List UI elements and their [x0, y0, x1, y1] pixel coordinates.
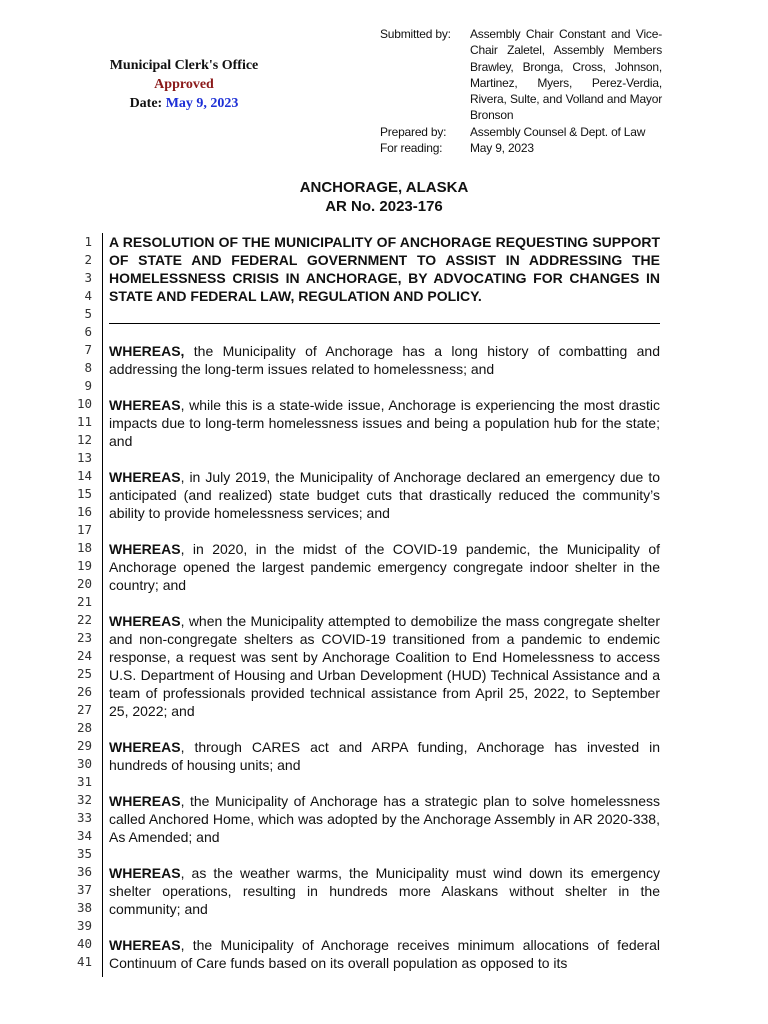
line-number: 21 [76, 594, 92, 609]
approval-date [104, 94, 264, 113]
line-number: 1 [84, 234, 92, 249]
whereas-text: , when the Municipality attempted to demobilize the mass congregate shelter and non-congregate shelters as COVID-19 transitioned from a pandemic to endemic response, a request was sent by Anchorage Coalition to End Homelessness to access U.S. Department of Housing and Urban Development (HUD) Technical Assistance and a team of professionals provided technical assistance from April 25, 2022, to September 25, 2022; and [109, 613, 660, 719]
whereas-clauses [109, 342, 660, 972]
line-number: 29 [76, 738, 92, 753]
line-number: 3 [84, 270, 92, 285]
line-number: 7 [84, 342, 92, 357]
line-number: 37 [76, 882, 92, 897]
whereas-keyword: WHEREAS [109, 937, 181, 953]
whereas-clause [109, 612, 660, 720]
line-number: 17 [76, 522, 92, 537]
submission-info [380, 26, 662, 156]
whereas-keyword: WHEREAS [109, 793, 181, 809]
whereas-keyword: WHEREAS [109, 613, 181, 629]
whereas-text: , as the weather warms, the Municipality must wind down its emergency shelter operations, resulting in hundreds more Alaskans without shelter in the community; and [109, 865, 660, 917]
line-number: 28 [76, 720, 92, 735]
whereas-keyword: WHEREAS [109, 865, 181, 881]
line-number: 13 [76, 450, 92, 465]
line-number: 40 [76, 936, 92, 951]
prepared-by-label: Prepared by: [380, 124, 447, 139]
line-number: 14 [76, 468, 92, 483]
line-number: 27 [76, 702, 92, 717]
whereas-keyword: WHEREAS [109, 397, 181, 413]
line-number: 15 [76, 486, 92, 501]
for-reading-label: For reading: [380, 141, 443, 156]
whereas-text: , in July 2019, the Municipality of Anchorage declared an emergency due to anticipated (and realized) state budget cuts that drastically reduced the community’s ability to provide homelessness services; and [109, 469, 660, 521]
approved-status: Approved [154, 77, 214, 92]
line-number: 5 [84, 306, 92, 321]
line-number: 36 [76, 864, 92, 879]
whereas-keyword: WHEREAS, [109, 343, 185, 359]
whereas-keyword: WHEREAS [109, 541, 181, 557]
margin-rule [102, 233, 103, 977]
line-number-gutter [60, 233, 92, 971]
line-number: 8 [84, 360, 92, 375]
line-number: 31 [76, 774, 92, 789]
line-number: 39 [76, 918, 92, 933]
whereas-clause [109, 342, 660, 378]
whereas-keyword: WHEREAS [109, 739, 181, 755]
clerk-approval-stamp [104, 56, 264, 113]
date-value: May 9, 2023 [165, 96, 239, 111]
for-reading-row [380, 140, 662, 156]
whereas-clause [109, 396, 660, 450]
whereas-clause [109, 738, 660, 774]
date-label: Date: [129, 96, 163, 111]
line-number: 30 [76, 756, 92, 771]
whereas-text: , the Municipality of Anchorage receives minimum allocations of federal Continuum of Care funds based on its overall population as opposed to its [109, 937, 660, 971]
line-number: 34 [76, 828, 92, 843]
line-number: 16 [76, 504, 92, 519]
line-number: 25 [76, 666, 92, 681]
whereas-clause [109, 864, 660, 918]
whereas-clause [109, 792, 660, 846]
line-number: 12 [76, 432, 92, 447]
whereas-text: the Municipality of Anchorage has a long history of combatting and addressing the long-term issues related to homelessness; and [109, 343, 660, 377]
for-reading-value: May 9, 2023 [470, 141, 534, 156]
line-number: 6 [84, 324, 92, 339]
whereas-clause [109, 936, 660, 972]
resolution-title: A RESOLUTION OF THE MUNICIPALITY OF ANCHORAGE REQUESTING SUPPORT OF STATE AND FEDERAL GOVERNMENT TO ASSIST IN ADDRESSING THE HOMELESSNESS CRISIS IN ANCHORAGE, BY ADVOCATING FOR CHANGES IN STATE AND FEDERAL LAW, REGULATION AND POLICY. [109, 233, 660, 324]
resolution-number: AR No. 2023-176 [325, 198, 443, 215]
line-number: 18 [76, 540, 92, 555]
line-number: 32 [76, 792, 92, 807]
line-number: 35 [76, 846, 92, 861]
line-number: 22 [76, 612, 92, 627]
line-number: 10 [76, 396, 92, 411]
prepared-by-value: Assembly Counsel & Dept. of Law [470, 124, 646, 139]
submitted-by-row [380, 26, 662, 124]
submitted-by-value: Assembly Chair Constant and Vice-Chair Zaletel, Assembly Members Brawley, Bronga, Cross, Johnson, Martinez, Myers, Perez-Verdia, Rivera, Sulte, and Volland and Mayor Bronson [470, 27, 662, 123]
line-number: 33 [76, 810, 92, 825]
city-heading: ANCHORAGE, ALASKA [299, 179, 469, 196]
line-number: 41 [76, 954, 92, 969]
line-number: 20 [76, 576, 92, 591]
line-number: 26 [76, 684, 92, 699]
line-number: 19 [76, 558, 92, 573]
whereas-text: , while this is a state-wide issue, Anchorage is experiencing the most drastic impacts due to long-term homelessness issues and being a population hub for the state; and [109, 397, 660, 449]
whereas-clause [109, 468, 660, 522]
line-number: 38 [76, 900, 92, 915]
whereas-text: , the Municipality of Anchorage has a strategic plan to solve homelessness called Anchored Home, which was adopted by the Anchorage Assembly in AR 2020-338, As Amended; and [109, 793, 660, 845]
line-number: 11 [76, 414, 92, 429]
line-number: 9 [84, 378, 92, 393]
resolution-body [109, 233, 660, 972]
prepared-by-row [380, 124, 662, 140]
line-number: 24 [76, 648, 92, 663]
whereas-keyword: WHEREAS [109, 469, 181, 485]
line-number: 4 [84, 288, 92, 303]
clerk-office-label: Municipal Clerk's Office [109, 58, 259, 73]
submitted-by-label: Submitted by: [380, 27, 451, 41]
whereas-text: , through CARES act and ARPA funding, Anchorage has invested in hundreds of housing units; and [109, 739, 660, 773]
line-number: 23 [76, 630, 92, 645]
line-number: 2 [84, 252, 92, 267]
whereas-clause [109, 540, 660, 594]
whereas-text: , in 2020, in the midst of the COVID-19 pandemic, the Municipality of Anchorage opened the largest pandemic emergency congregate indoor shelter in the country; and [109, 541, 660, 593]
